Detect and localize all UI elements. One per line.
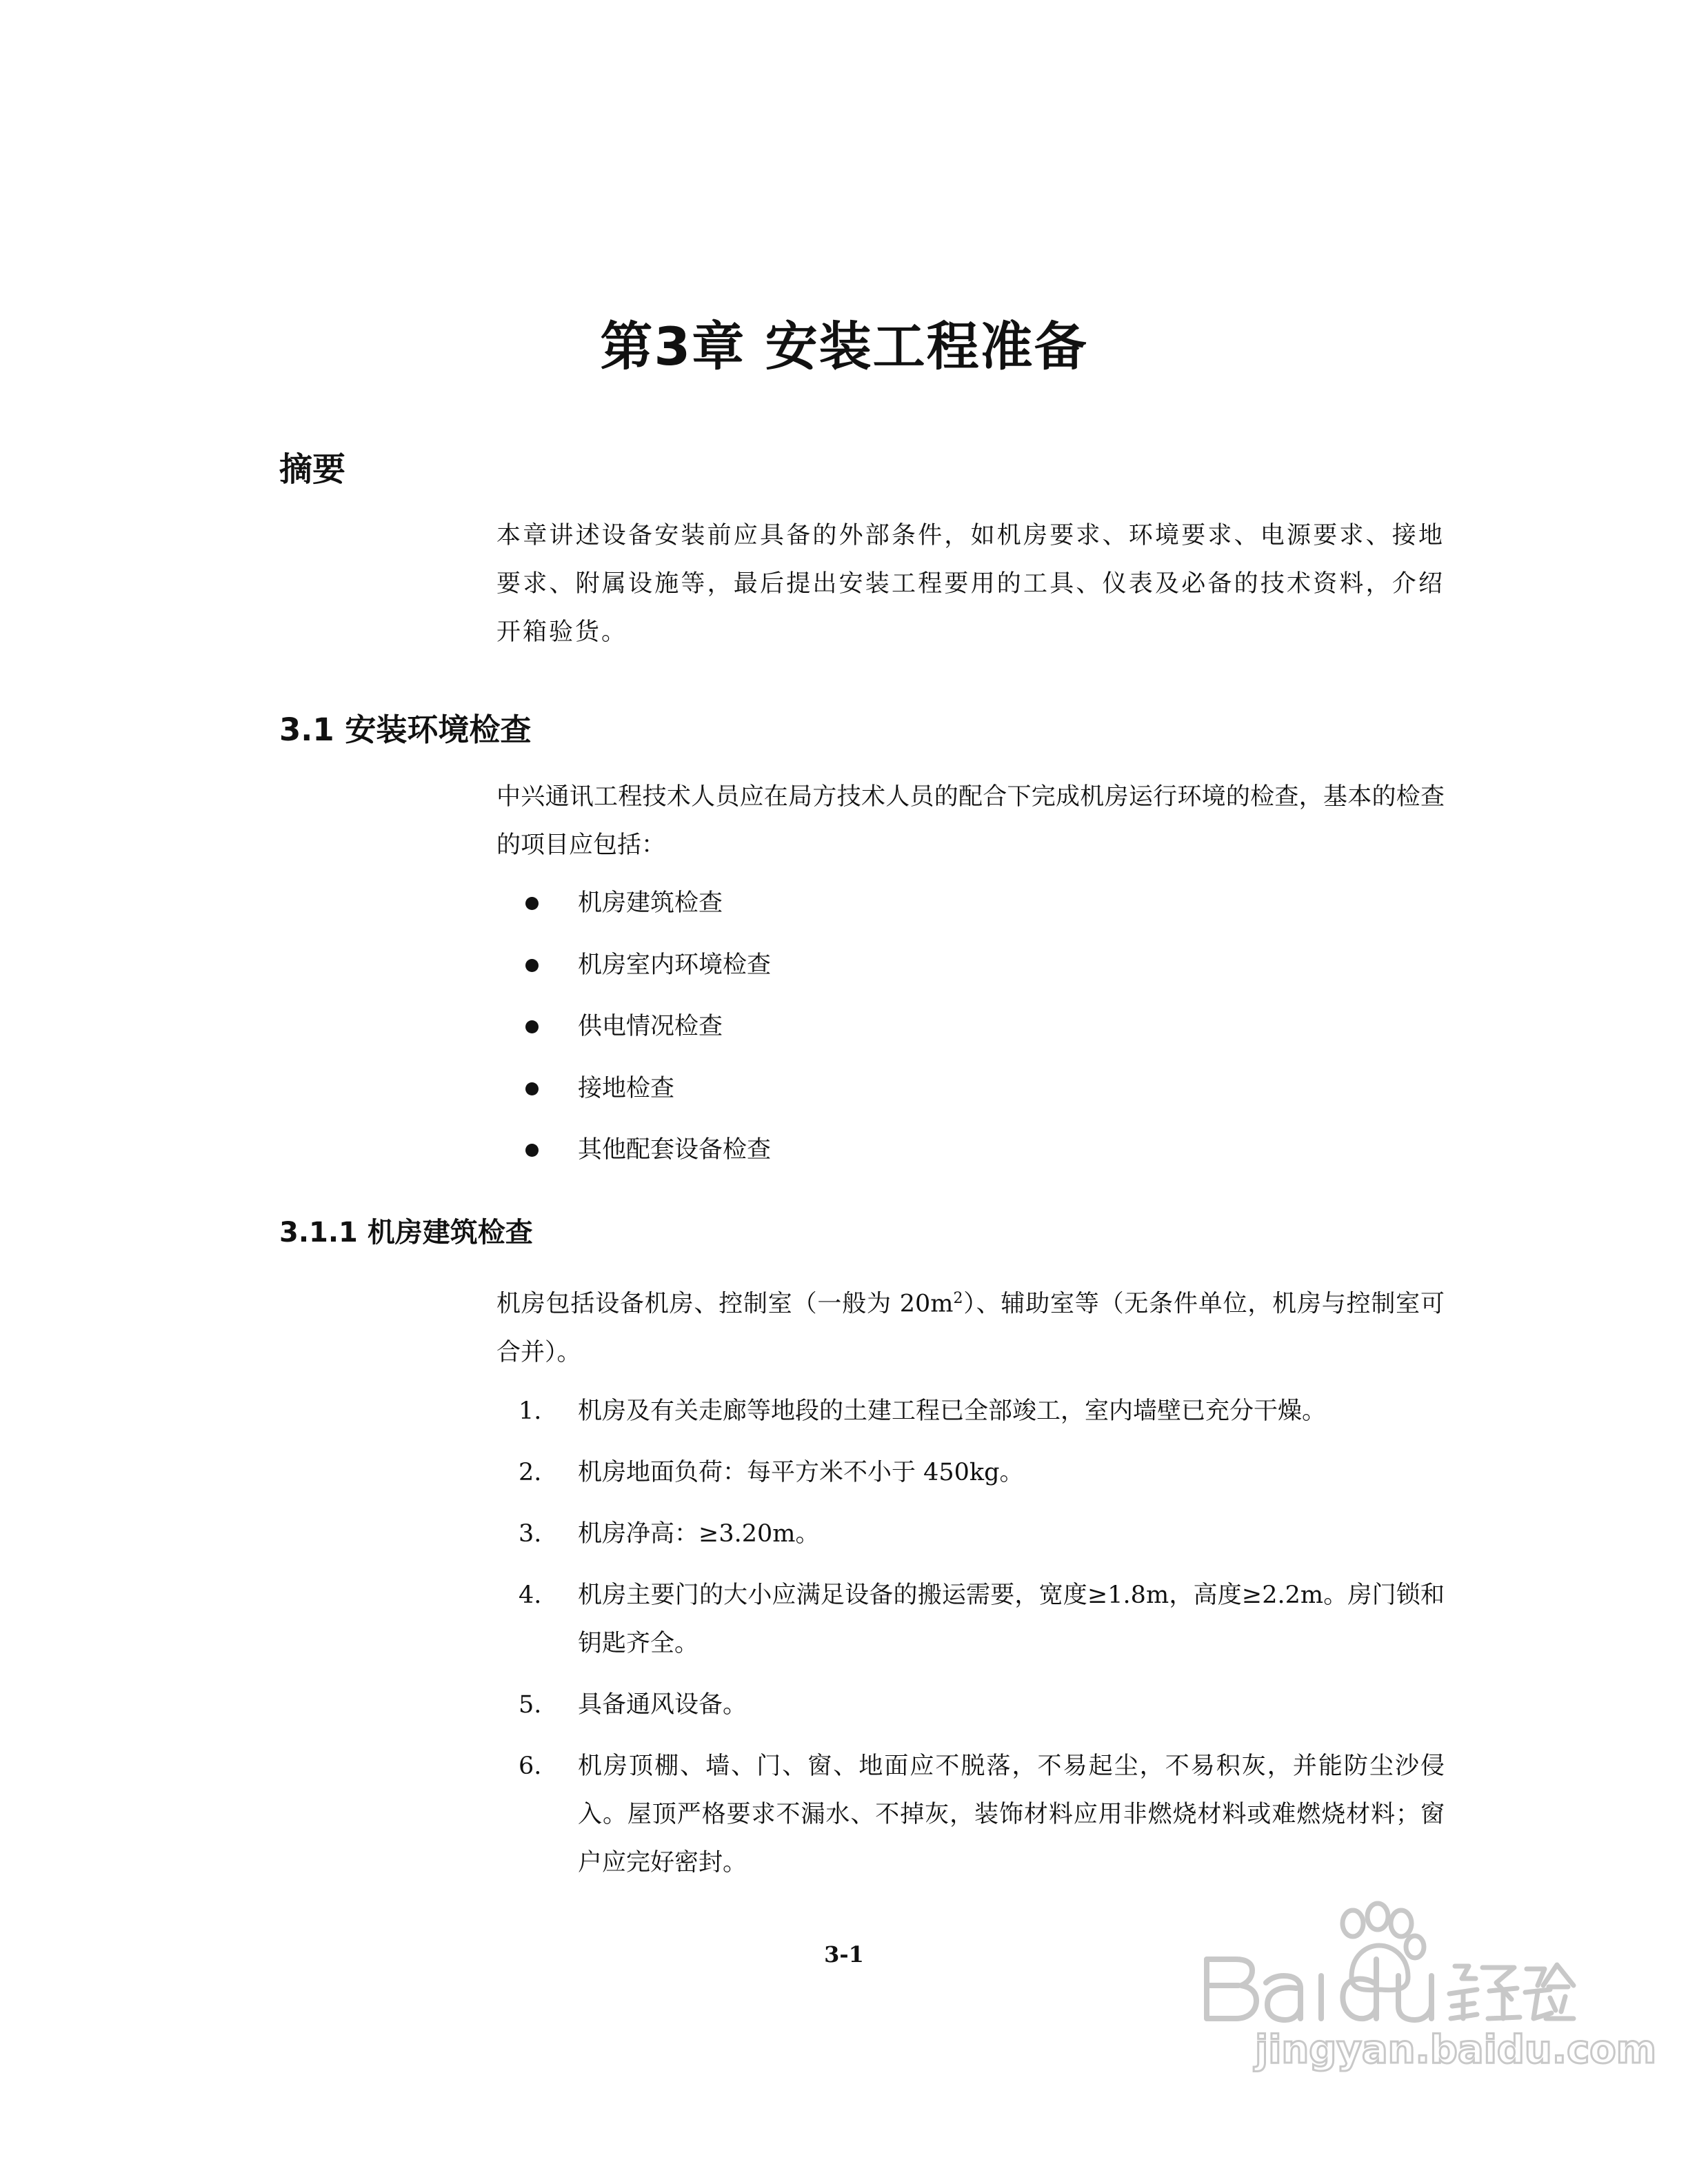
list-item xyxy=(496,1681,1445,1729)
item-number: 1. xyxy=(519,1397,542,1425)
list-item xyxy=(496,879,1445,941)
intro-text-part: ）、辅助室等（无条件单位，机房与控制室可合并）。 xyxy=(496,1290,1445,1366)
watermark-jingyan-lettering xyxy=(1449,1965,1574,2019)
list-item-text: 机房主要门的大小应满足设备的搬运需要，宽度≥1.8m，高度≥2.2m。房门锁和钥匙齐全。 xyxy=(578,1581,1445,1657)
list-item-text: 具备通风设备。 xyxy=(578,1691,747,1719)
page-number: 3-1 xyxy=(824,1941,864,1968)
list-item xyxy=(496,1387,1445,1435)
list-item-text: 接地检查 xyxy=(578,1074,675,1102)
check-items-list xyxy=(496,879,1445,1188)
list-item-text: 机房及有关走廊等地段的土建工程已全部竣工，室内墙壁已充分干燥。 xyxy=(578,1397,1327,1425)
section-3-1-1-intro xyxy=(496,1275,1445,1377)
abstract-heading: 摘要 xyxy=(279,450,346,489)
list-item xyxy=(496,1064,1445,1126)
list-item xyxy=(496,941,1445,1003)
bullet-icon xyxy=(525,1020,539,1033)
watermark-url: jingyan.baidu.com xyxy=(1255,2028,1657,2072)
watermark-brand-lettering xyxy=(1207,1959,1431,2020)
item-number: 4. xyxy=(519,1581,542,1609)
list-item xyxy=(496,1571,1445,1668)
bullet-icon xyxy=(525,897,539,910)
intro-text-part: 机房包括设备机房、控制室（一般为 20m xyxy=(496,1290,954,1318)
chapter-title: 第3章 安装工程准备 xyxy=(600,316,1088,377)
section-3-1-intro: 中兴通讯工程技术人员应在局方技术人员的配合下完成机房运行环境的检查，基本的检查的项目应包括： xyxy=(496,783,1445,859)
list-item xyxy=(496,1510,1445,1558)
bullet-icon xyxy=(525,959,539,972)
list-item-text: 机房室内环境检查 xyxy=(578,951,772,979)
list-item xyxy=(496,1742,1445,1887)
item-number: 2. xyxy=(519,1459,542,1486)
item-number: 5. xyxy=(519,1691,542,1719)
abstract-paragraph: 本章讲述设备安装前应具备的外部条件，如机房要求、环境要求、电源要求、接地要求、附属设施等，最后提出安装工程要用的工具、仪表及必备的技术资料，介绍开箱验货。 xyxy=(496,522,1445,646)
list-item-text: 其他配套设备检查 xyxy=(578,1136,772,1164)
list-item-text: 机房建筑检查 xyxy=(578,889,723,917)
list-item-text: 供电情况检查 xyxy=(578,1013,723,1040)
baidu-jingyan-watermark xyxy=(1193,1903,1657,2075)
list-item xyxy=(496,1002,1445,1064)
bullet-icon xyxy=(525,1082,539,1095)
list-item xyxy=(496,1126,1445,1188)
list-item-text: 机房顶棚、墙、门、窗、地面应不脱落，不易起尘，不易积灰，并能防尘沙侵入。屋顶严格要求不漏水、不掉灰，装饰材料应用非燃烧材料或难燃烧材料；窗户应完好密封。 xyxy=(578,1752,1445,1877)
item-number: 6. xyxy=(519,1752,542,1780)
list-item-text: 机房地面负荷：每平方米不小于 450kg。 xyxy=(578,1459,1024,1486)
section-3-1-1-heading: 3.1.1 机房建筑检查 xyxy=(279,1217,533,1248)
bullet-icon xyxy=(525,1144,539,1157)
section-3-1-heading: 3.1 安装环境检查 xyxy=(279,711,532,748)
item-number: 3. xyxy=(519,1520,542,1548)
list-item xyxy=(496,1448,1445,1497)
superscript: 2 xyxy=(953,1290,963,1307)
list-item-text: 机房净高：≥3.20m。 xyxy=(578,1520,820,1548)
building-requirements-list xyxy=(496,1387,1445,1900)
